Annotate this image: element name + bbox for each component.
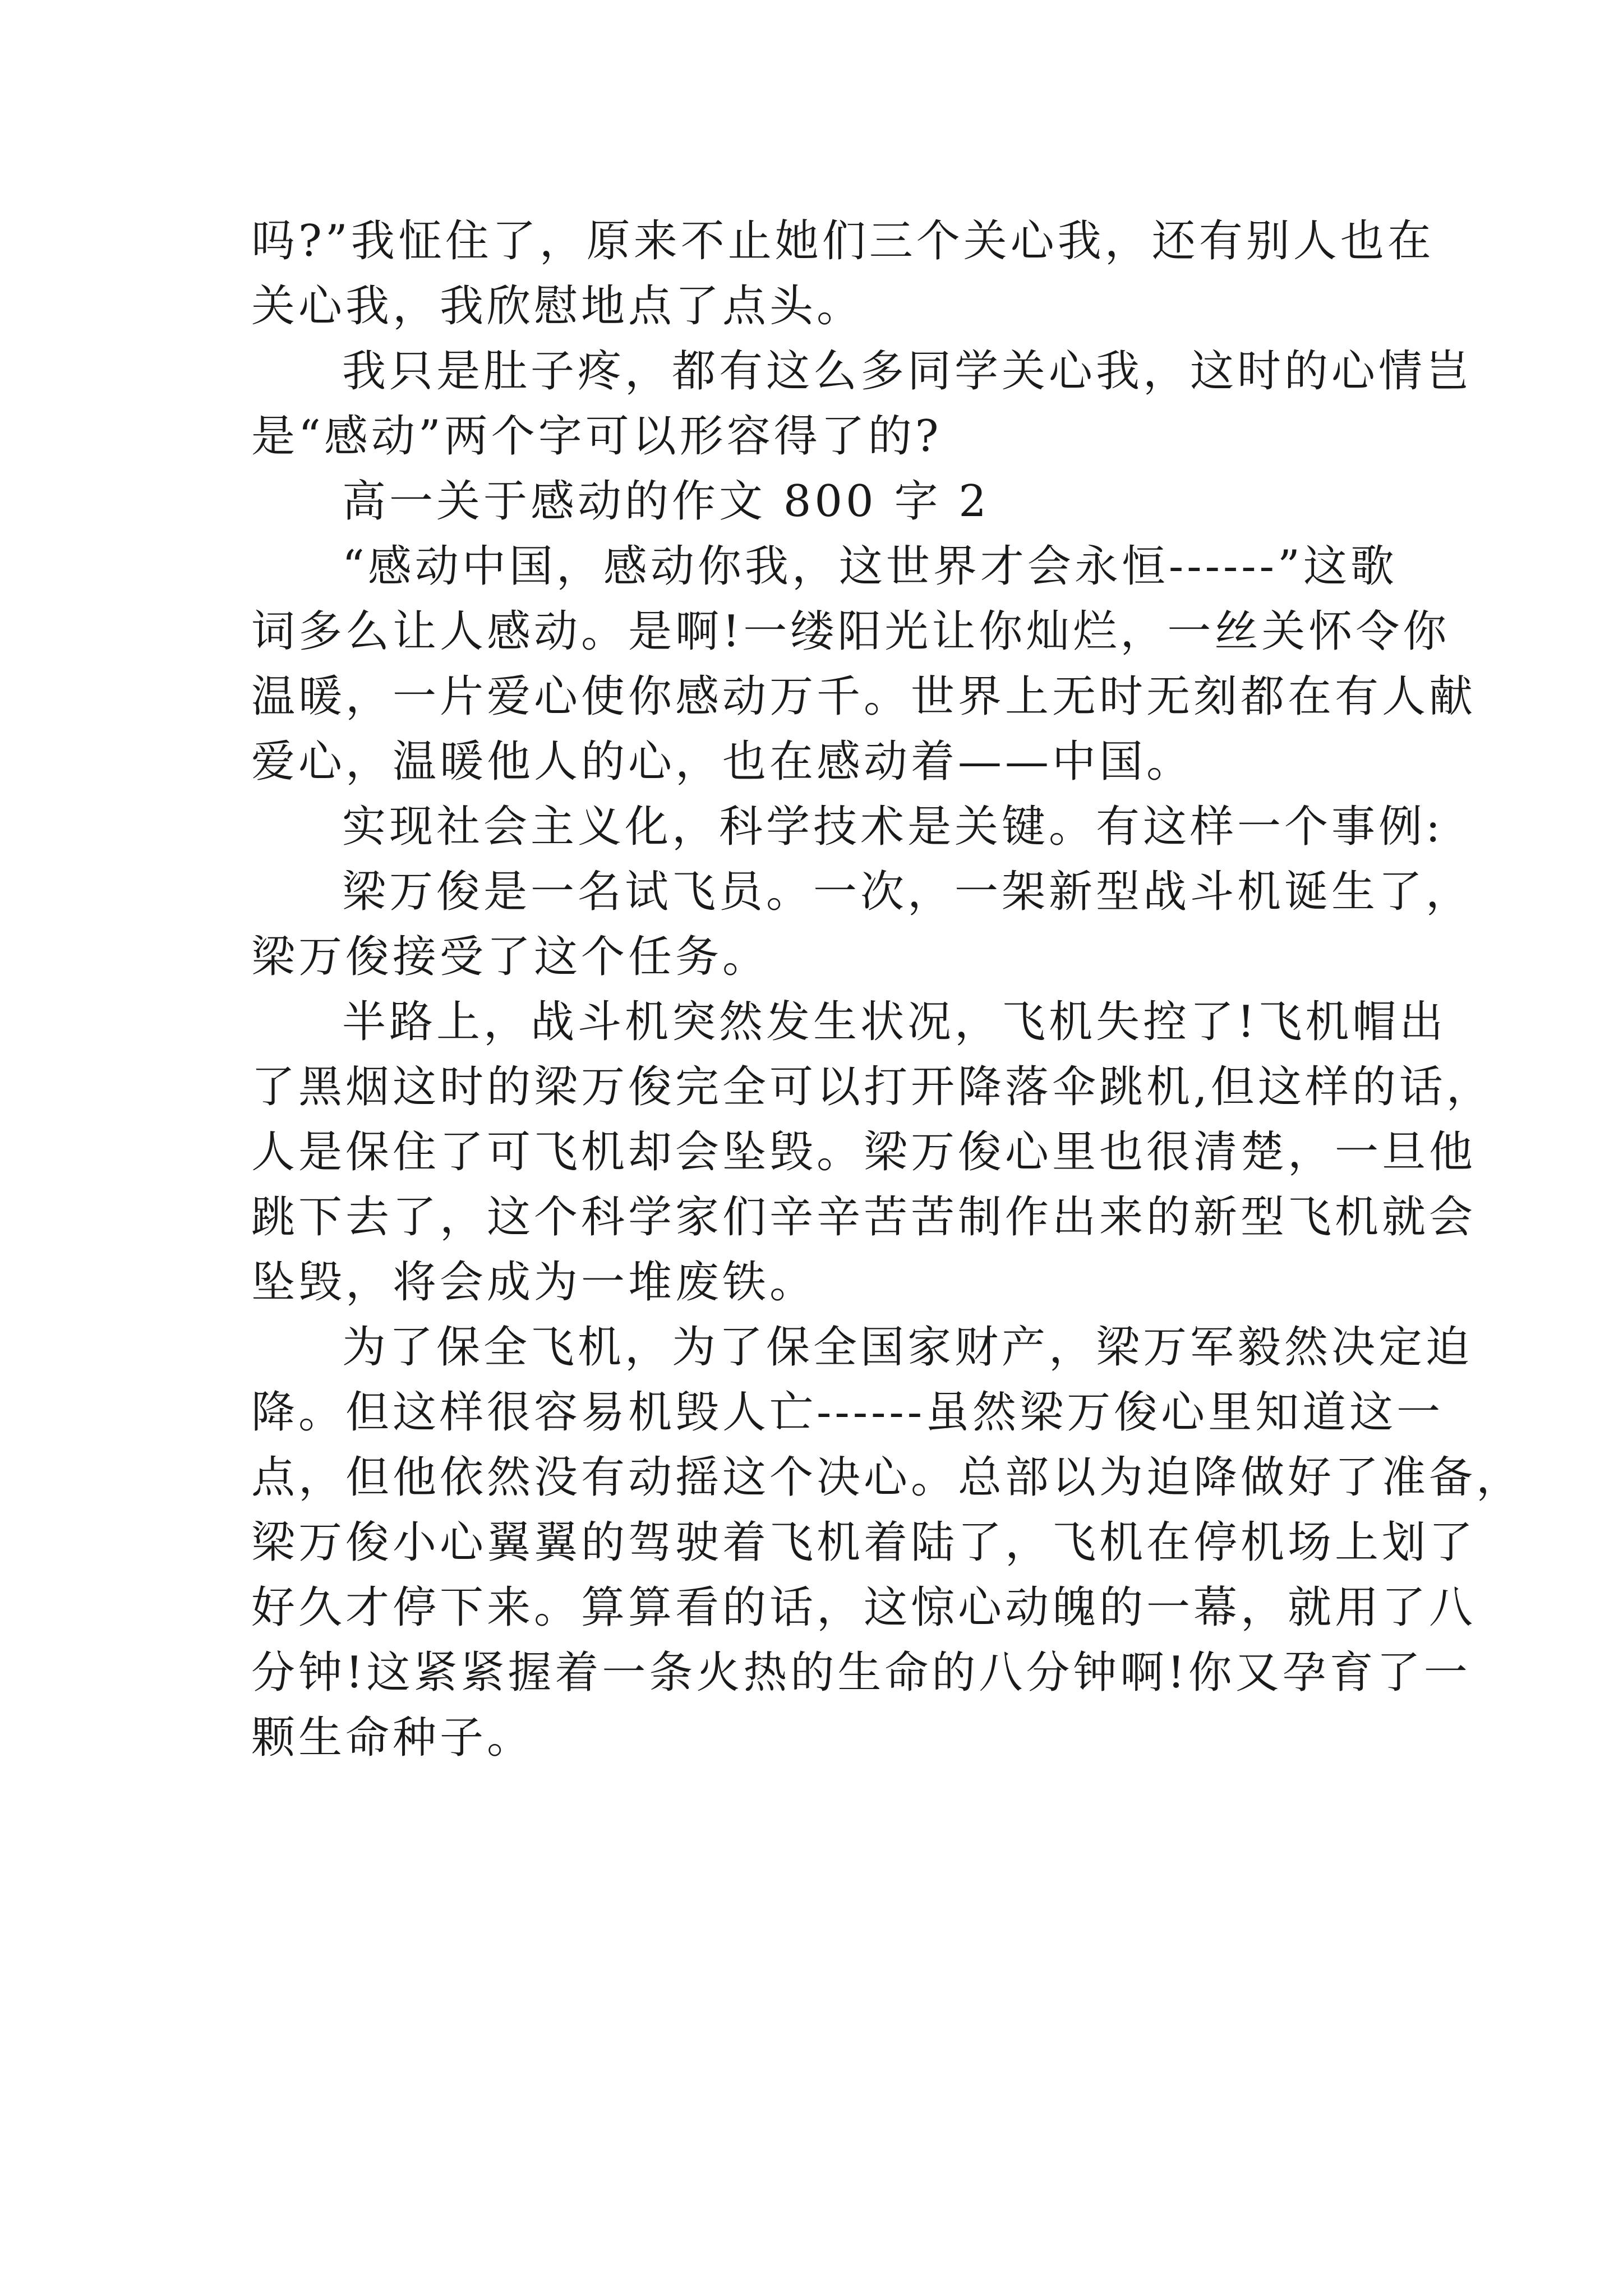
text-line: 跳下去了，这个科学家们辛辛苦苦制作出来的新型飞机就会 (251, 1192, 1477, 1243)
text-line: 梁万俊是一名试飞员。一次，一架新型战斗机诞生了， (342, 867, 1473, 917)
text-line: 关心我，我欣慰地点了点头。 (251, 281, 864, 332)
section-heading: 高一关于感动的作文 800 字 2 (342, 476, 990, 527)
text-line: 坠毁，将会成为一堆废铁。 (251, 1257, 817, 1308)
text-line: 人是保住了可飞机却会坠毁。梁万俊心里也很清楚，一旦他 (251, 1127, 1477, 1177)
text-line: 我只是肚子疼，都有这么多同学关心我，这时的心情岂 (342, 346, 1473, 397)
text-line: 是“感动”两个字可以形容得了的? (251, 411, 942, 462)
text-line: 颗生命种子。 (251, 1713, 534, 1763)
text-line: 梁万俊小心翼翼的驾驶着飞机着陆了，飞机在停机场上划了 (251, 1517, 1477, 1568)
text-line: 吗?”我怔住了，原来不止她们三个关心我，还有别人也在 (251, 216, 1435, 266)
text-line: 梁万俊接受了这个任务。 (251, 932, 770, 982)
text-line: 降。但这样很容易机毁人亡------虽然梁万俊心里知道这一 (251, 1387, 1444, 1438)
document-body (251, 209, 1524, 1770)
text-line: 爱心，温暖他人的心，也在感动着——中国。 (251, 737, 1194, 787)
text-line: 实现社会主义化，科学技术是关键。有这样一个事例: (342, 802, 1444, 852)
text-line: 分钟!这紧紧握着一条火热的生命的八分钟啊!你又孕育了一 (251, 1648, 1471, 1698)
text-line: 好久才停下来。算算看的话，这惊心动魄的一幕，就用了八 (251, 1582, 1477, 1633)
text-line: 点，但他依然没有动摇这个决心。总部以为迫降做好了准备， (251, 1452, 1524, 1503)
text-line: 半路上，战斗机突然发生状况，飞机失控了!飞机帽出 (342, 997, 1447, 1047)
text-line: 为了保全飞机，为了保全国家财产，梁万军毅然决定迫 (342, 1322, 1473, 1373)
text-line: 了黑烟这时的梁万俊完全可以打开降落伞跳机,但这样的话， (251, 1062, 1493, 1112)
text-line: 词多么让人感动。是啊!一缕阳光让你灿烂，一丝关怀令你 (251, 606, 1450, 657)
text-line: 温暖，一片爱心使你感动万千。世界上无时无刻都在有人献 (251, 671, 1477, 722)
text-line: “感动中国，感动你我，这世界才会永恒------”这歌 (342, 541, 1398, 592)
